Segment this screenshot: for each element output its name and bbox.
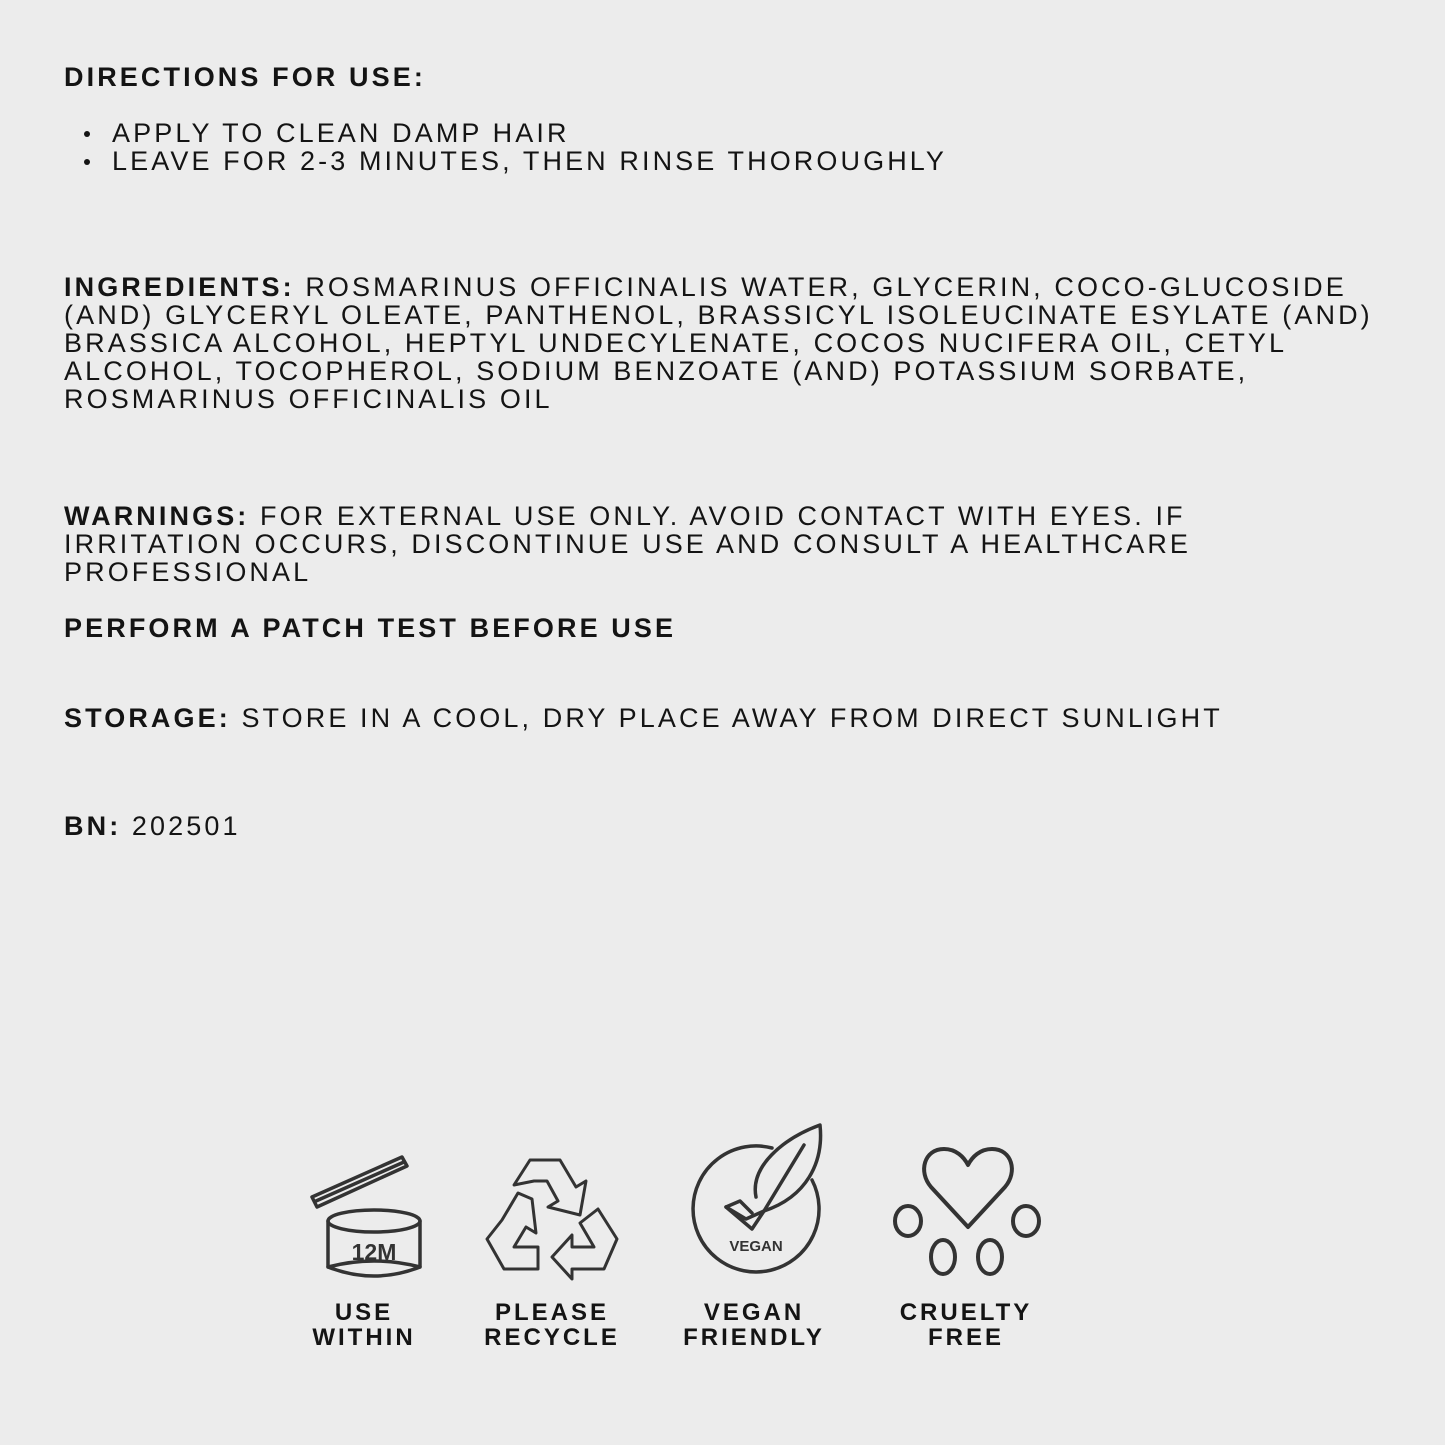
badge-caption-line: USE <box>334 1299 394 1326</box>
product-badges <box>0 1115 1445 1375</box>
badge-caption-line: WITHIN <box>312 1324 416 1351</box>
warnings-label: WARNINGS: <box>64 501 250 531</box>
storage-label: STORAGE: <box>64 703 231 733</box>
storage-text: STORE IN A COOL, DRY PLACE AWAY FROM DIRECT SUNLIGHT <box>241 703 1223 733</box>
warnings-text: FOR EXTERNAL USE ONLY. AVOID CONTACT WITH EYES. IF IRRITATION OCCURS, DISCONTINUE USE AND CONSULT A HEALTHCARE PROFESSIONAL <box>64 501 1192 587</box>
paw-heart-icon <box>866 1115 1066 1290</box>
badge-caption-line: FRIENDLY <box>683 1324 825 1351</box>
badge-caption-line: FREE <box>927 1324 1004 1351</box>
vegan-icon-text: VEGAN <box>729 1238 783 1255</box>
ingredients-text: ROSMARINUS OFFICINALIS WATER, GLYCERIN, COCO-GLUCOSIDE (AND) GLYCERYL OLEATE, PANTHENOL, BRASSICYL ISOLEUCINATE ESYLATE (AND) BRASSICA ALCOHOL, HEPTYL UNDECYLENATE, COCOS NUCIFERA OIL, CETYL ALCOHOL, TOCOPHEROL, SODIUM BENZOATE (AND) POTASSIUM SORBATE, ROSMARINUS OFFICINALIS OIL <box>64 272 1373 414</box>
batch-value: 202501 <box>131 811 241 841</box>
badge-caption-line: CRUELTY <box>899 1299 1033 1326</box>
badge-caption-line: RECYCLE <box>484 1324 620 1351</box>
badge-recycle-caption <box>452 1300 652 1350</box>
badge-cruelty-free-caption <box>866 1300 1066 1350</box>
directions-list <box>64 119 947 175</box>
directions-item: LEAVE FOR 2-3 MINUTES, THEN RINSE THOROUGHLY <box>64 147 947 175</box>
badge-caption-line: VEGAN <box>703 1299 805 1326</box>
ingredients-label: INGREDIENTS: <box>64 272 295 302</box>
batch-label: BN: <box>64 811 122 841</box>
storage-section <box>64 704 1434 732</box>
recycle-icon <box>452 1115 652 1290</box>
batch-number <box>64 812 1434 840</box>
badge-vegan-caption <box>654 1300 854 1350</box>
patch-test-notice: PERFORM A PATCH TEST BEFORE USE <box>64 613 677 643</box>
warnings-section <box>64 502 1314 586</box>
badge-use-within-caption <box>264 1300 464 1350</box>
open-jar-icon <box>264 1115 464 1290</box>
directions-title: DIRECTIONS FOR USE: <box>64 62 426 92</box>
ingredients-section <box>64 273 1434 413</box>
directions-item: APPLY TO CLEAN DAMP HAIR <box>64 119 947 147</box>
jar-period-text: 12M <box>351 1239 397 1265</box>
badge-caption-line: PLEASE <box>494 1299 610 1326</box>
vegan-leaf-icon <box>654 1115 854 1290</box>
